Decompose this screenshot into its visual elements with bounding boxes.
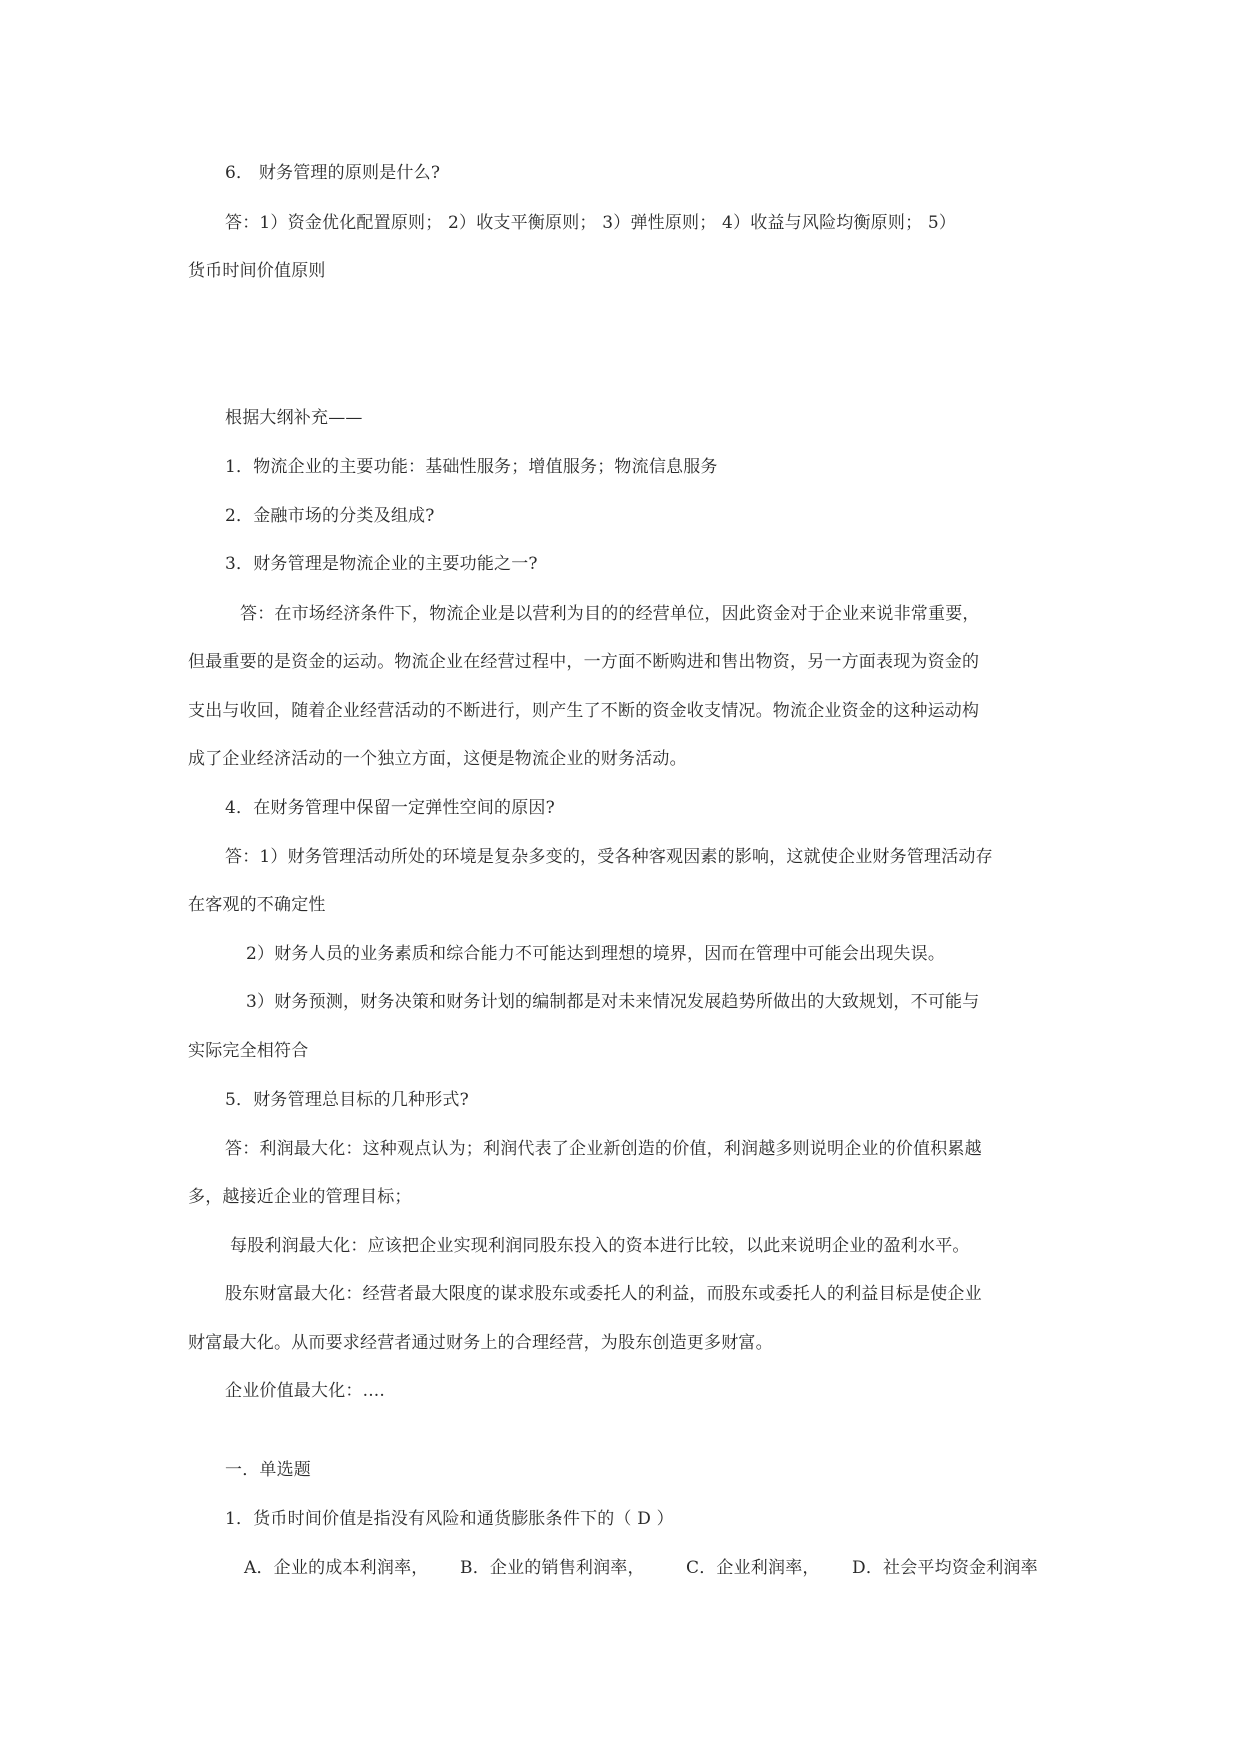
item-4-answer-line-4: 3）财务预测，财务决策和财务计划的编制都是对未来情况发展趋势所做出的大致规划，不可能与 xyxy=(246,992,980,1012)
supplement-item-3: 3．财务管理是物流企业的主要功能之一? xyxy=(225,554,538,574)
supplement-item-2: 2．金融市场的分类及组成? xyxy=(225,506,435,526)
item-4-answer-line-2: 在客观的不确定性 xyxy=(188,895,326,915)
item-3-answer-line-4: 成了企业经济活动的一个独立方面，这便是物流企业的财务活动。 xyxy=(188,749,687,769)
answer-6-line-1: 答：1）资金优化配置原则； 2）收支平衡原则； 3）弹性原则； 4）收益与风险均衡原则； 5） xyxy=(225,213,957,233)
supplement-item-5: 5．财务管理总目标的几种形式? xyxy=(225,1090,469,1110)
option-b: B．企业的销售利润率， xyxy=(460,1558,645,1578)
supplement-heading: 根据大纲补充—— xyxy=(225,408,363,428)
item-5-answer-line-2: 多，越接近企业的管理目标； xyxy=(188,1187,412,1207)
item-5-answer-line-6: 企业价值最大化：.... xyxy=(225,1381,386,1401)
option-d: D．社会平均资金利润率 xyxy=(852,1558,1038,1578)
item-4-answer-line-3: 2）财务人员的业务素质和综合能力不可能达到理想的境界，因而在管理中可能会出现失误。 xyxy=(246,944,946,964)
option-c: C．企业利润率， xyxy=(686,1558,820,1578)
item-5-answer-line-4: 股东财富最大化：经营者最大限度的谋求股东或委托人的利益，而股东或委托人的利益目标是使企业 xyxy=(225,1284,982,1304)
item-4-answer-line-5: 实际完全相符合 xyxy=(188,1041,309,1061)
single-choice-heading: 一．单选题 xyxy=(225,1460,311,1480)
supplement-item-1: 1．物流企业的主要功能：基础性服务；增值服务；物流信息服务 xyxy=(225,457,718,477)
item-4-answer-line-1: 答：1）财务管理活动所处的环境是复杂多变的，受各种客观因素的影响，这就使企业财务管理活动存 xyxy=(225,847,993,867)
question-1-options xyxy=(0,1557,1241,1579)
item-5-answer-line-5: 财富最大化。从而要求经营者通过财务上的合理经营，为股东创造更多财富。 xyxy=(188,1333,773,1353)
item-5-answer-line-1: 答：利润最大化：这种观点认为；利润代表了企业新创造的价值，利润越多则说明企业的价值积累越 xyxy=(225,1139,982,1159)
answer-6-line-2: 货币时间价值原则 xyxy=(188,261,326,281)
question-6: 6． 财务管理的原则是什么? xyxy=(225,163,441,183)
option-a: A．企业的成本利润率， xyxy=(244,1558,429,1578)
single-choice-question-1: 1．货币时间价值是指没有风险和通货膨胀条件下的（ D ） xyxy=(225,1509,674,1529)
item-3-answer-line-1: 答：在市场经济条件下，物流企业是以营利为目的的经营单位，因此资金对于企业来说非常重要， xyxy=(240,604,980,624)
supplement-item-4: 4．在财务管理中保留一定弹性空间的原因? xyxy=(225,798,555,818)
item-3-answer-line-2: 但最重要的是资金的运动。物流企业在经营过程中，一方面不断购进和售出物资，另一方面表现为资金的 xyxy=(188,652,980,672)
item-5-answer-line-3: 每股利润最大化：应该把企业实现利润同股东投入的资本进行比较，以此来说明企业的盈利水平。 xyxy=(230,1236,970,1256)
item-3-answer-line-3: 支出与收回，随着企业经营活动的不断进行，则产生了不断的资金收支情况。物流企业资金的这种运动构 xyxy=(188,701,980,721)
